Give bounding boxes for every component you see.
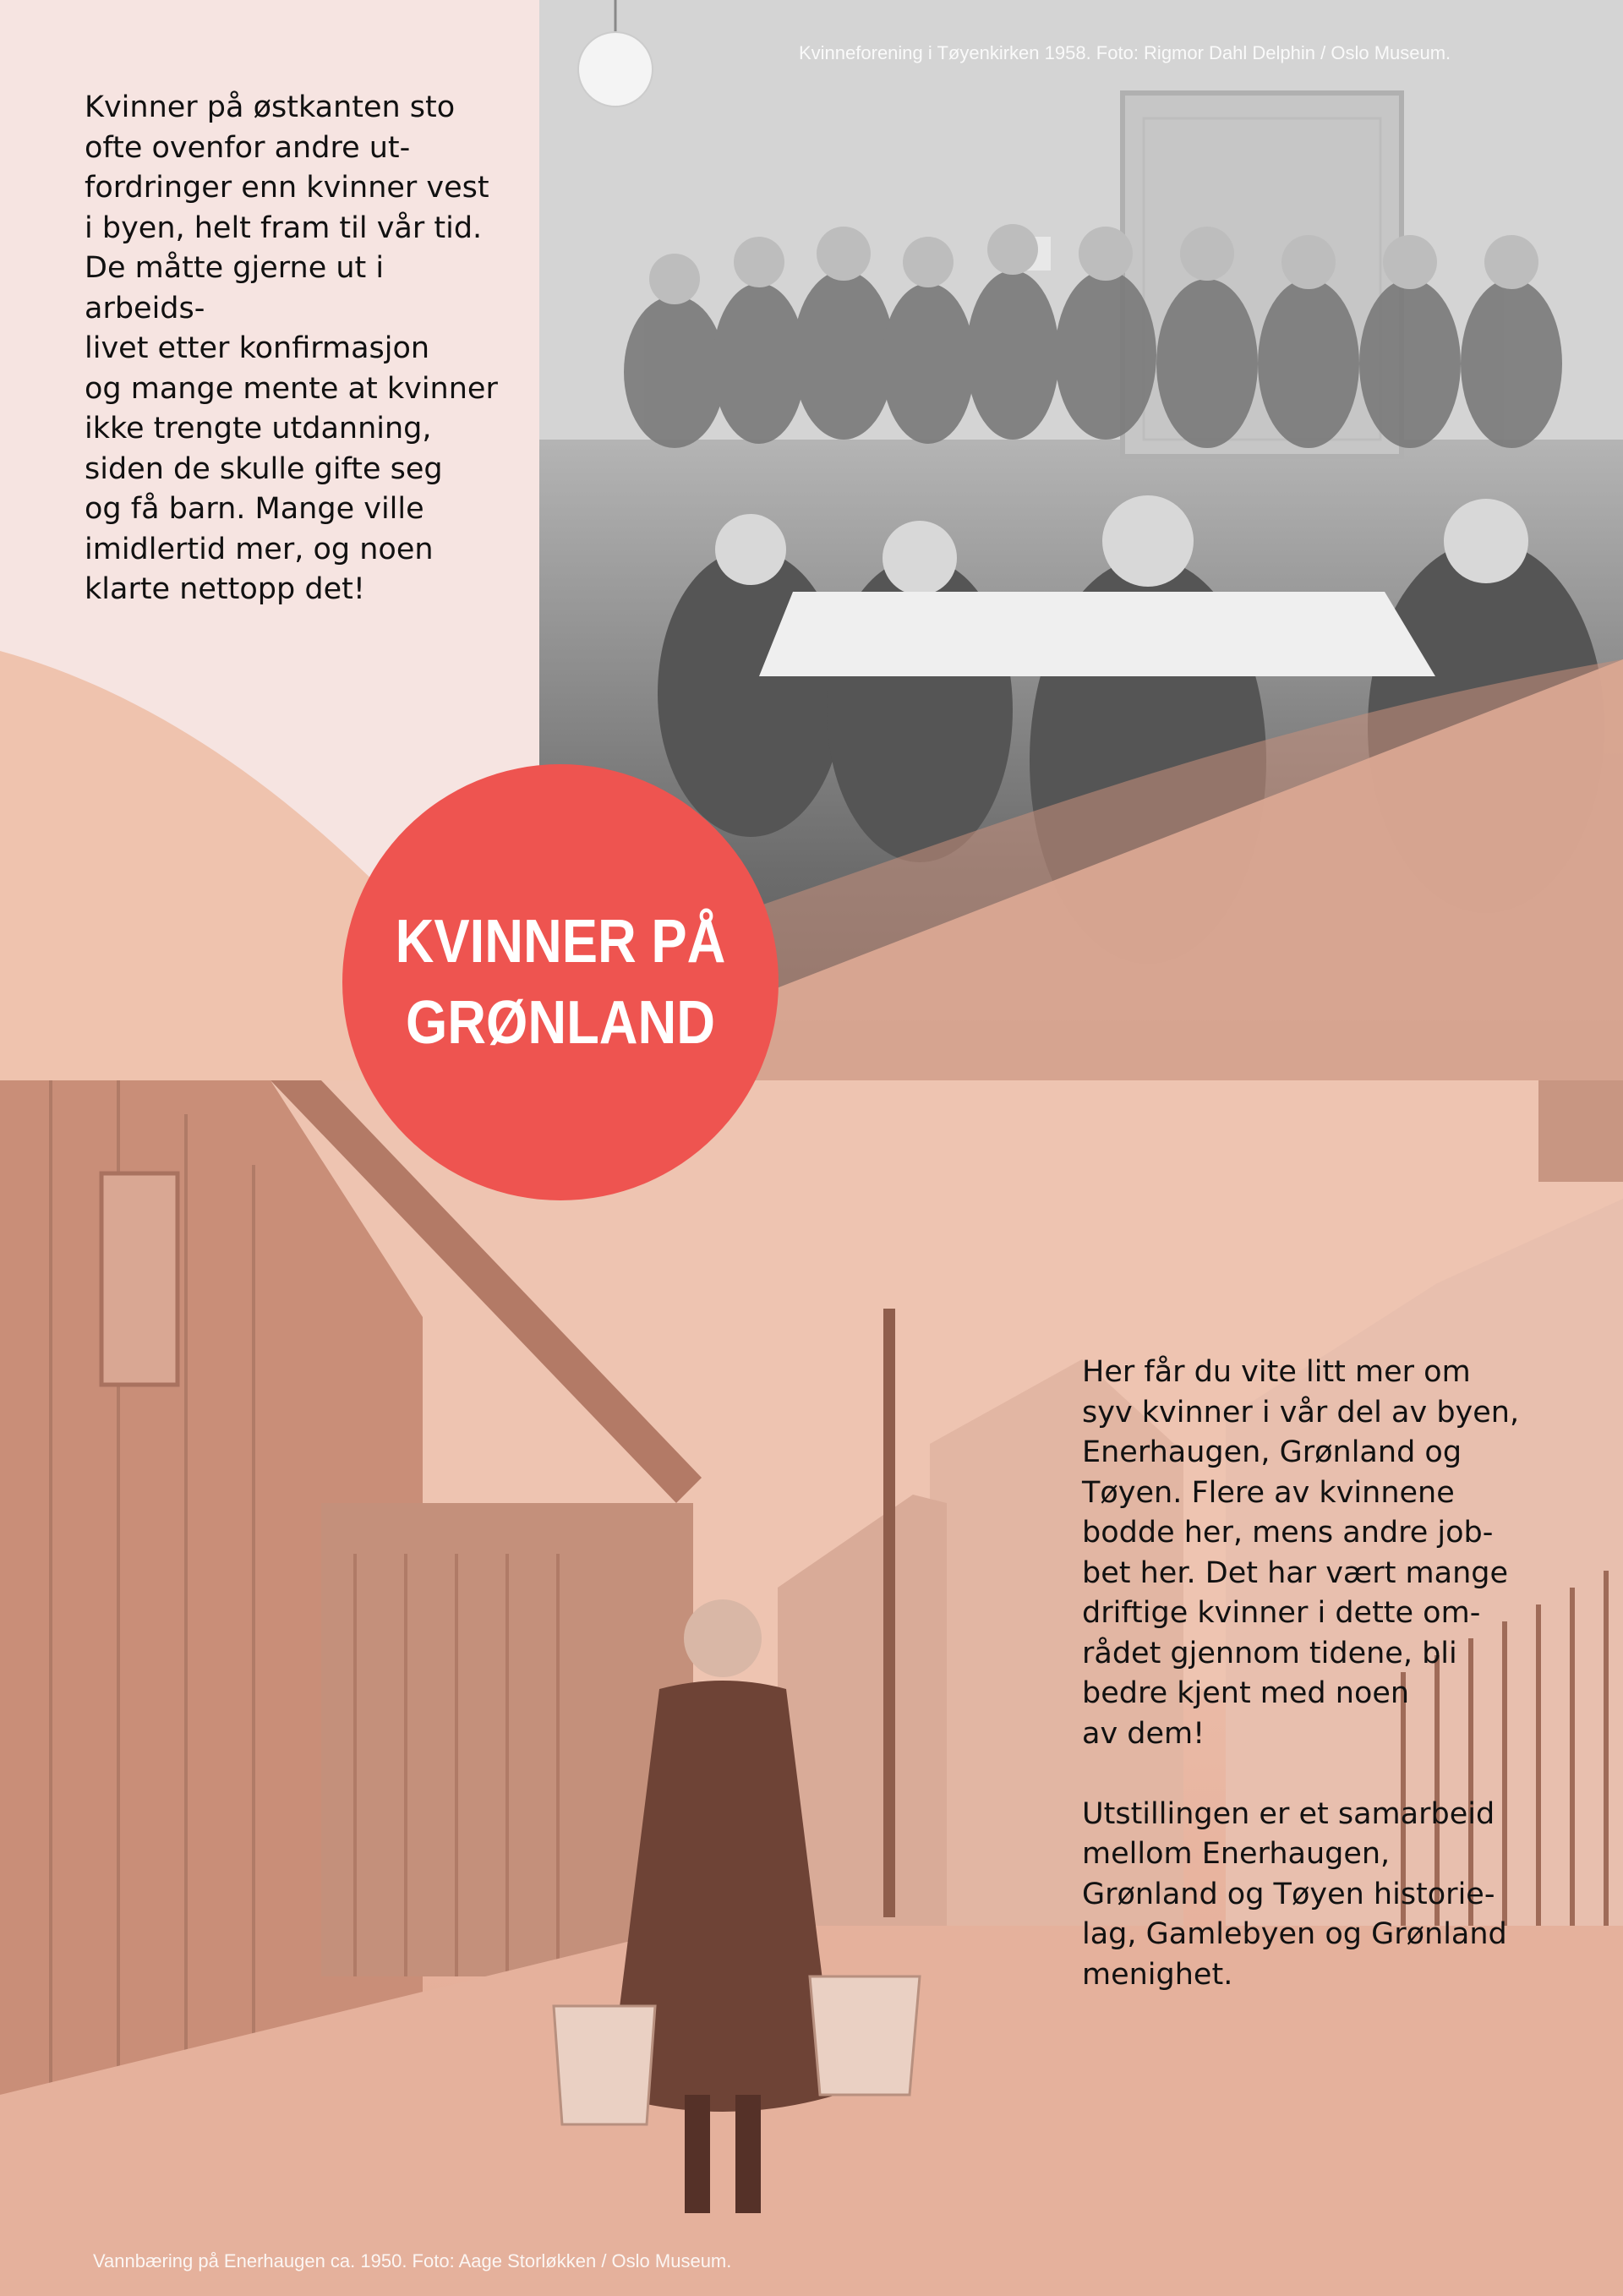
page-title: KVINNER PÅ GRØNLAND [395,908,726,1057]
top-photo-caption: Kvinneforening i Tøyenkirken 1958. Foto: Rigmor Dahl Delphin / Oslo Museum. [799,42,1451,63]
title-circle [342,764,779,1200]
intro-paragraph: Kvinner på østkanten sto ofte ovenfor andre ut- fordringer enn kvinner vest i byen, helt fram til vår tid. De måtte gjerne ut i arbeids- livet etter konfirmasjon og mange mente at kvinner ikke trengte utdanning, siden de skulle gifte seg og få barn. Mange ville imidlertid mer, og noen klarte nettopp det! [85,90,498,606]
body-paragraph: Her får du vite litt mer om syv kvinner i vår del av byen, Enerhaugen, Grønland og Tøyen. Flere av kvinnene bodde her, mens andre job- bet her. Det har vært mange driftige kvinner i dette om- rådet gjennom tidene, bli bedre kjent med noen av dem! Utstillingen er et samarbeid mellom Enerhaugen, Grønland og Tøyen historie- lag, Gamlebyen og Grønland menighet. [1082,1355,1520,1992]
bottom-photo-caption: Vannbæring på Enerhaugen ca. 1950. Foto: Aage Storløkken / Oslo Museum. [93,2250,732,2271]
